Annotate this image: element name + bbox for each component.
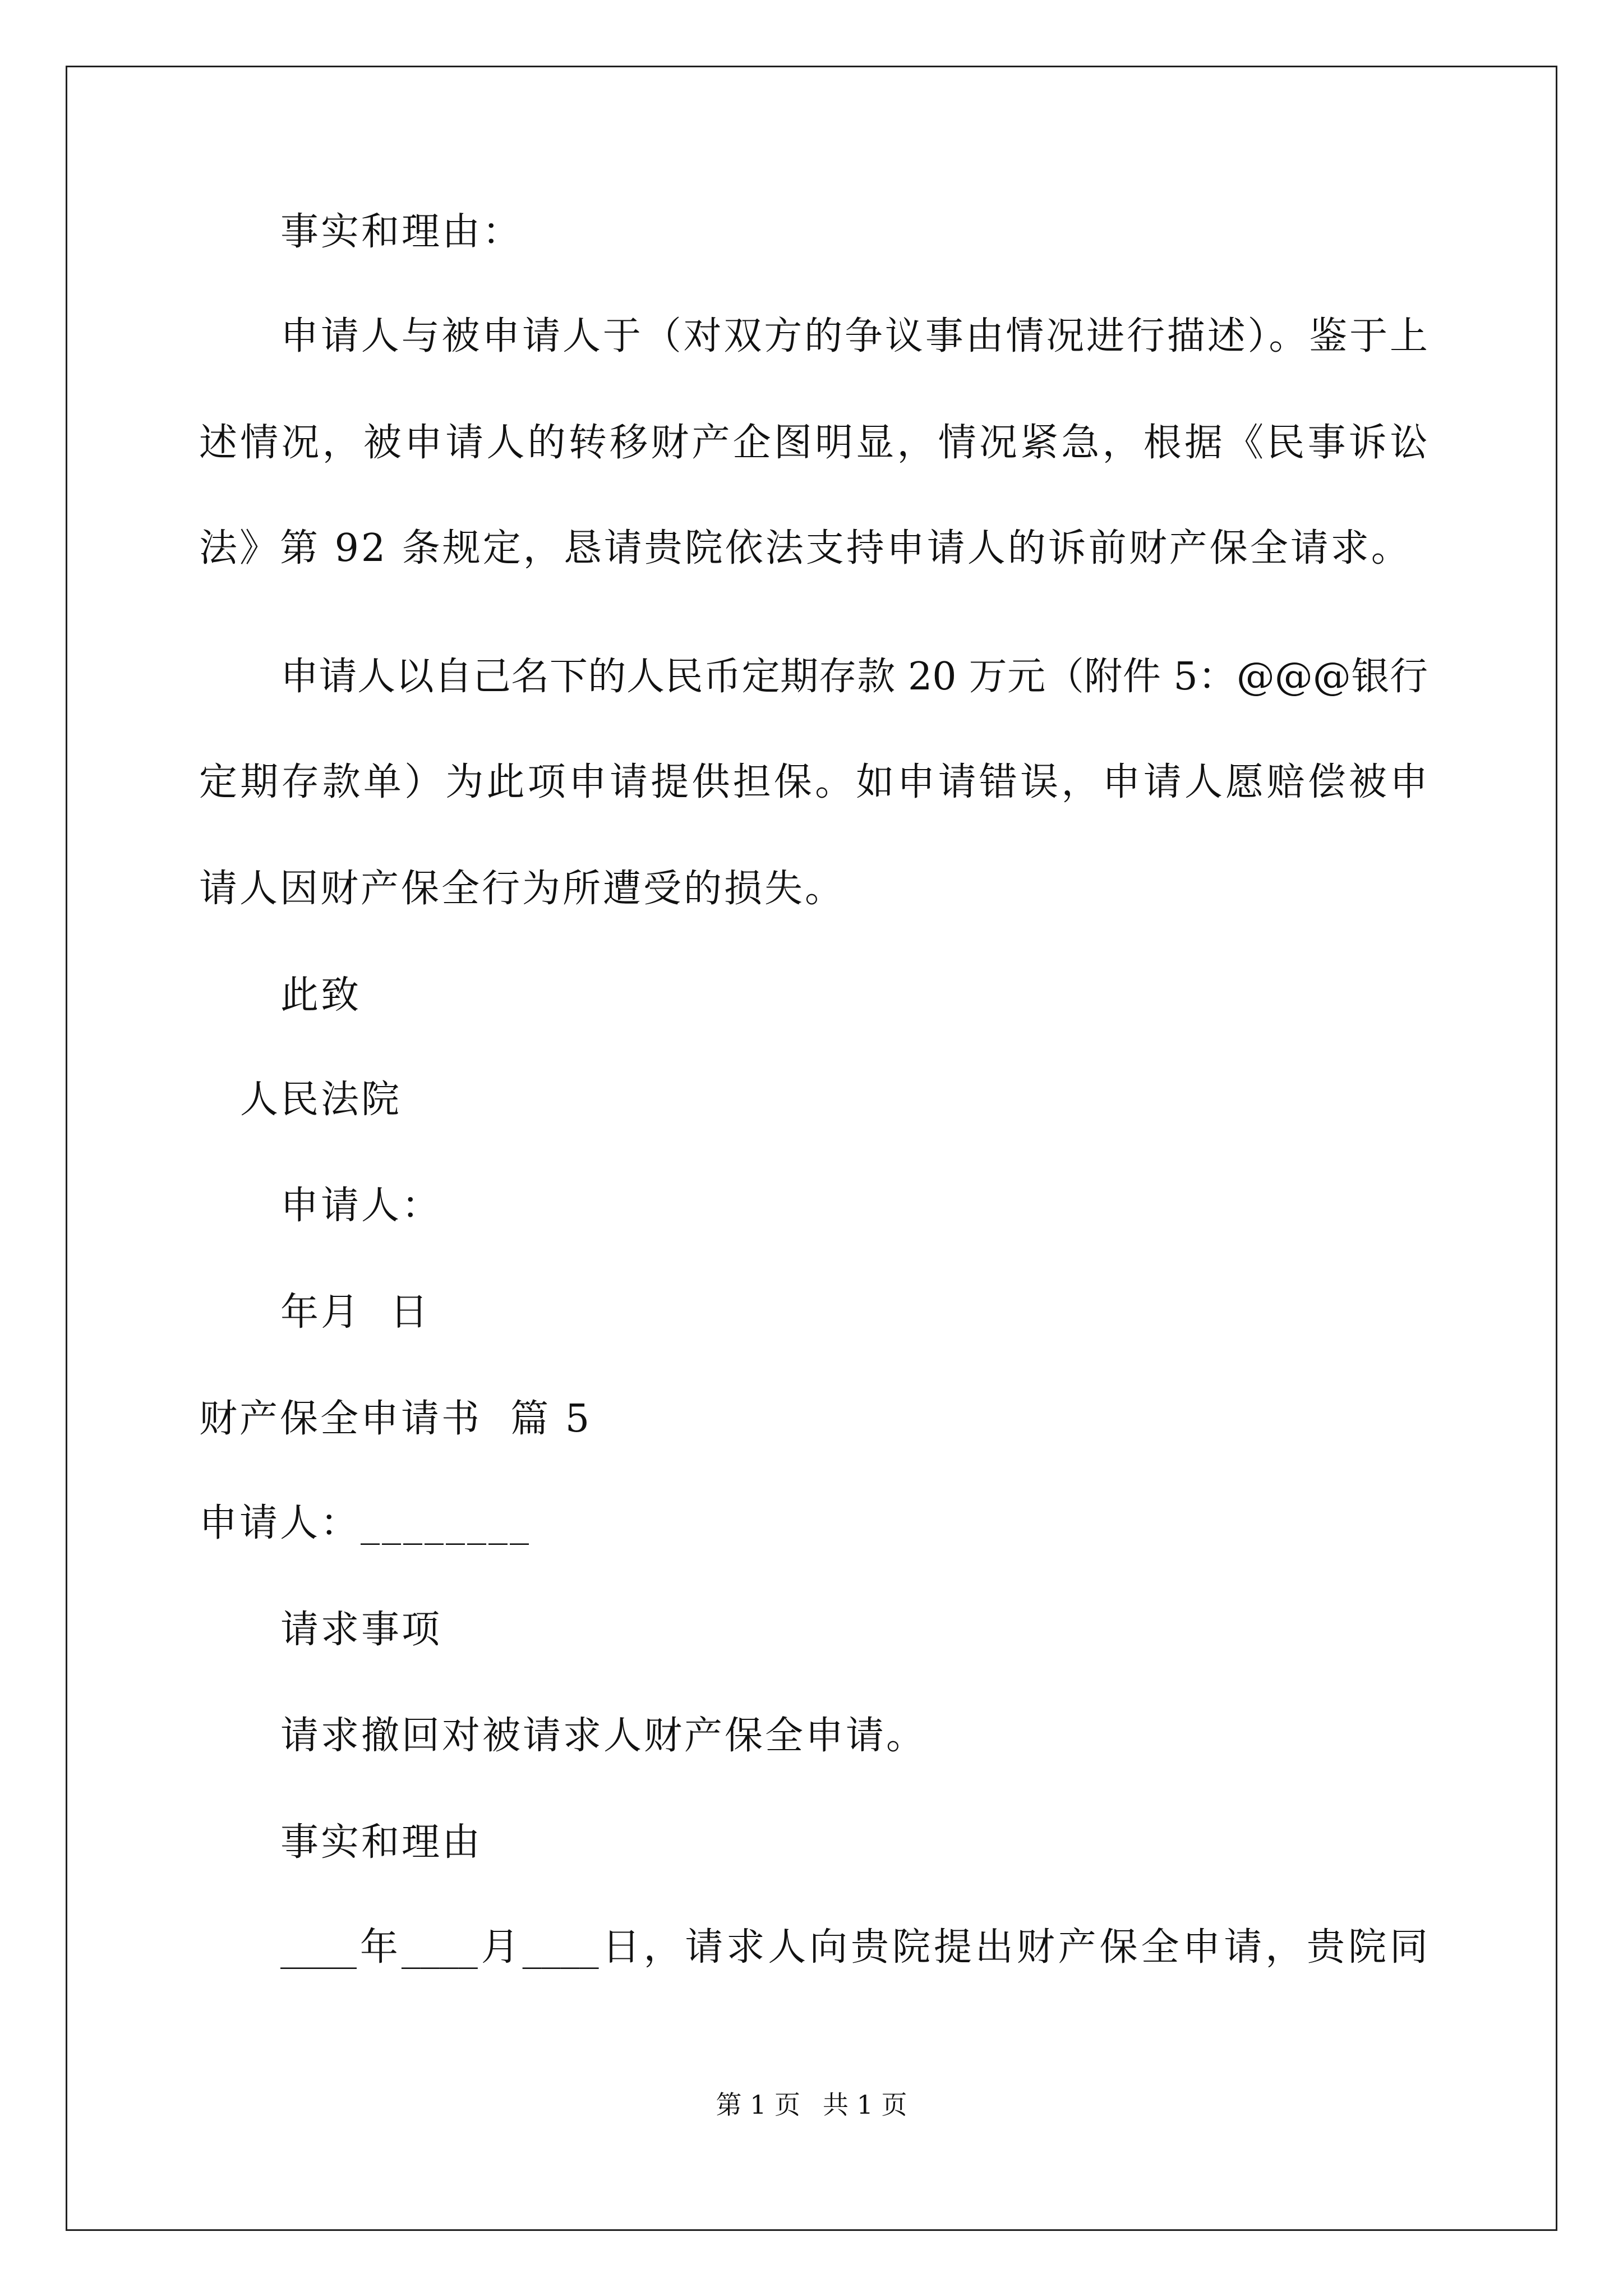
paragraph-line: 定期存款单）为此项申请提供担保。如申请错误，申请人愿赔偿被申 bbox=[199, 760, 1428, 804]
paragraph-line: 请人因财产保全行为所遭受的损失。 bbox=[199, 867, 846, 911]
request-text: 请求撤回对被请求人财产保全申请。 bbox=[280, 1714, 927, 1758]
paragraph-line: ____年____月____日，请求人向贵院提出财产保全申请，贵院同 bbox=[280, 1925, 1428, 1970]
paragraph-line: 法》第 92 条规定，恳请贵院依法支持申请人的诉前财产保全请求。 bbox=[199, 526, 1412, 570]
paragraph-line: 申请人与被申请人于（对双方的争议事由情况进行描述）。鉴于上 bbox=[280, 314, 1428, 358]
applicant-field: 申请人：________ bbox=[199, 1501, 532, 1545]
page-total: 共 1 页 bbox=[823, 2090, 907, 2120]
date-line: 年月 日 bbox=[280, 1290, 431, 1335]
section-title: 财产保全申请书 篇 5 bbox=[199, 1397, 592, 1441]
facts-heading: 事实和理由 bbox=[280, 1820, 483, 1865]
paragraph-line: 申请人以自己名下的人民币定期存款 20 万元（附件 5：@@@银行 bbox=[280, 655, 1428, 699]
closing-salutation: 此致 bbox=[280, 973, 362, 1018]
page-footer bbox=[0, 2089, 1623, 2120]
page-number: 第 1 页 bbox=[716, 2090, 800, 2120]
court-name: 人民法院 bbox=[240, 1078, 402, 1122]
page-border bbox=[66, 66, 1557, 2231]
request-heading: 请求事项 bbox=[280, 1608, 442, 1652]
paragraph-line: 述情况，被申请人的转移财产企图明显，情况紧急，根据《民事诉讼 bbox=[199, 421, 1428, 465]
paragraph-heading-facts: 事实和理由： bbox=[280, 210, 523, 254]
applicant-signature-label: 申请人： bbox=[280, 1184, 442, 1228]
